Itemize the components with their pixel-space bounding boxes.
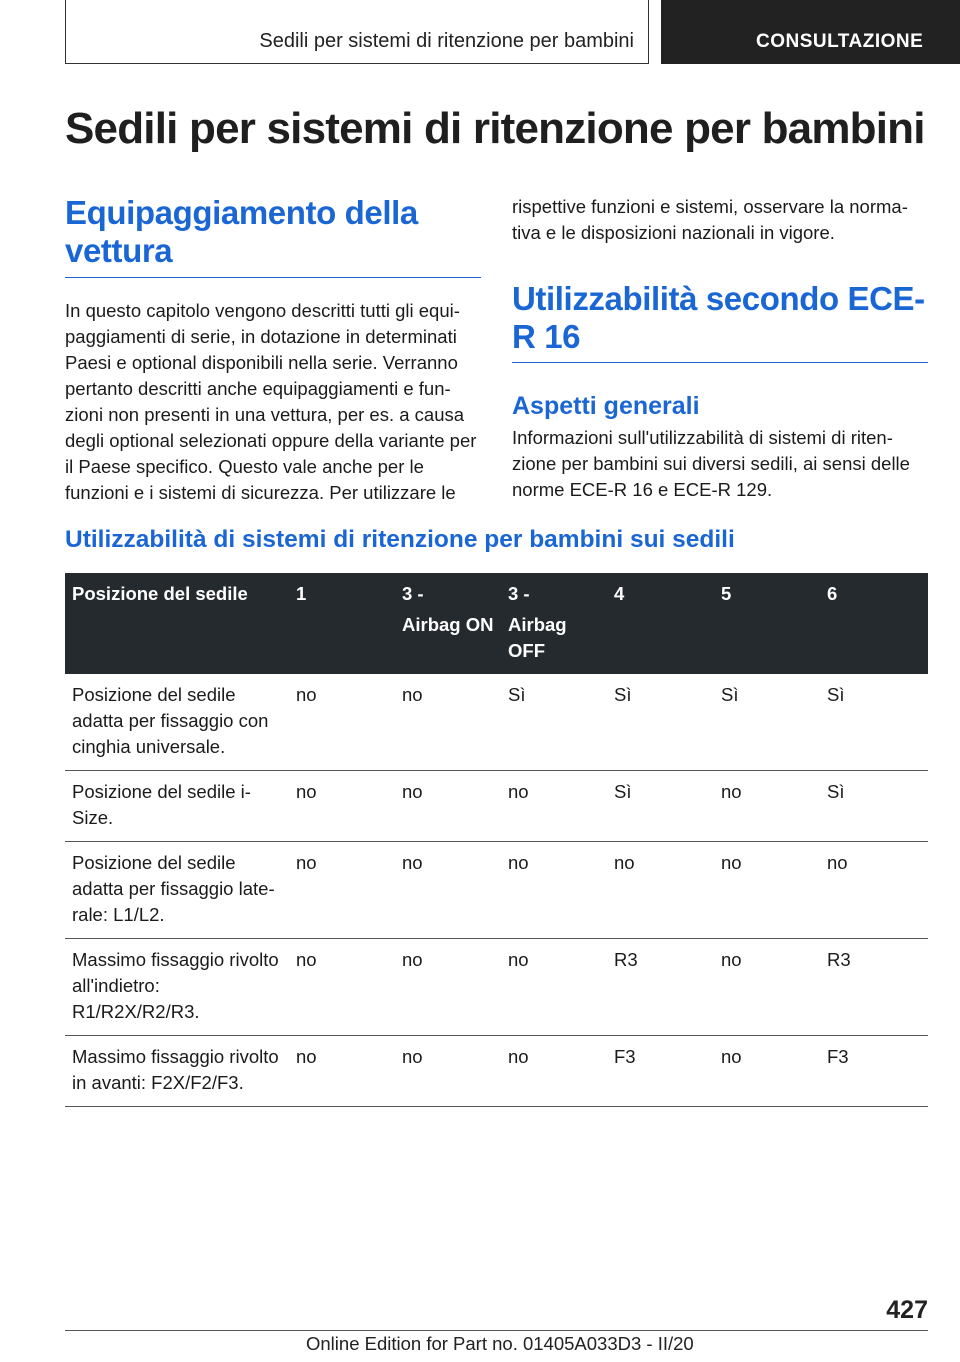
vehicle-equipment-text: In questo capitolo vengono descritti tutti gli equipaggiamenti di serie, in dotazione in determinati Paesi e optional disponibili nella serie. Verranno pertanto descritti anche equipaggiamenti e funzioni non presenti in una vettura, per es. a causa degli optional selezionati oppure della variante per il Paese specifico. Questo vale anche per le funzioni e i sistemi di sicurezza. Per utilizzare le [65,300,477,503]
table-row [65,674,928,771]
footer-divider [65,1330,928,1331]
table-cell: no [289,771,395,842]
ece-heading: Utilizzabilità secondo ECE-R 16 [512,280,928,363]
header-seat-6: 6 [820,573,928,674]
page-number: 427 [886,1296,928,1324]
table-cell: no [714,842,820,939]
header-seat-1: 1 [289,573,395,674]
table-cell: no [820,842,928,939]
header-chapter-label: CONSULTAZIONE [756,31,924,52]
table-cell: no [395,674,501,771]
right-column [512,194,928,503]
table-cell: no [714,1036,820,1107]
header-seat-3-airbag-on: 3 - Airbag ON [395,573,501,674]
table-cell: Sì [820,771,928,842]
table-row [65,842,928,939]
table-cell: no [501,1036,607,1107]
table-cell: no [714,771,820,842]
table-cell: no [714,939,820,1036]
header-seat-position: Posizione del sedile [65,573,289,674]
page-title: Sedili per sistemi di ritenzione per bambini [65,104,925,153]
header-chapter-tab[interactable] [661,0,960,64]
table-cell: no [607,842,714,939]
compatibility-table [65,573,928,1107]
left-column [65,194,481,506]
table-row [65,939,928,1036]
table-cell: Sì [607,771,714,842]
table-cell: no [289,674,395,771]
table-cell: Sì [714,674,820,771]
table-cell: F3 [607,1036,714,1107]
footer-edition: Online Edition for Part no. 01405A033D3 - II/20 [306,1333,694,1354]
row-label: Massimo fissaggio rivolto all'indietro: R1/R2X/R2/R3. [65,939,289,1036]
table-cell: no [289,842,395,939]
table-cell: no [289,1036,395,1107]
header-seat-3-airbag-off: 3 - Airbag OFF [501,573,607,674]
vehicle-equipment-heading: Equipaggiamento della vettura [65,194,481,278]
table-cell: no [289,939,395,1036]
table-section-heading: Utilizzabilità di sistemi di ritenzione per bambini sui sedili [65,526,735,553]
row-label: Posizione del sedile i-Size. [65,771,289,842]
row-label: Posizione del sedile adatta per fissaggio con cinghia universale. [65,674,289,771]
table-cell: R3 [607,939,714,1036]
table-cell: no [395,842,501,939]
header-section-title: Sedili per sistemi di ritenzione per bambini [259,30,634,52]
table-cell: F3 [820,1036,928,1107]
table-cell: Sì [607,674,714,771]
table-cell: no [395,771,501,842]
row-label: Posizione del sedile adatta per fissaggio laterale: L1/L2. [65,842,289,939]
table-header-row [65,573,928,674]
table-cell: no [501,939,607,1036]
table-row [65,771,928,842]
table-row [65,1036,928,1107]
general-aspects-text: Informazioni sull'utilizzabilità di sistemi di ritenzione per bambini sui diversi sedili, ai sensi delle norme ECE-R 16 e ECE-R 129. [512,427,910,500]
row-label: Massimo fissaggio rivolto in avanti: F2X/F2/F3. [65,1036,289,1107]
header-seat-4: 4 [607,573,714,674]
table-cell: Sì [501,674,607,771]
table-cell: no [395,939,501,1036]
table-cell: no [501,771,607,842]
vehicle-equipment-text-continued: rispettive funzioni e sistemi, osservare la normativa e le disposizioni nazionali in vigore. [512,196,908,243]
table-cell: no [501,842,607,939]
header-seat-5: 5 [714,573,820,674]
table-cell: no [395,1036,501,1107]
table-cell: R3 [820,939,928,1036]
table-cell: Sì [820,674,928,771]
general-aspects-heading: Aspetti generali [512,392,700,420]
header-section-tab [65,0,649,64]
